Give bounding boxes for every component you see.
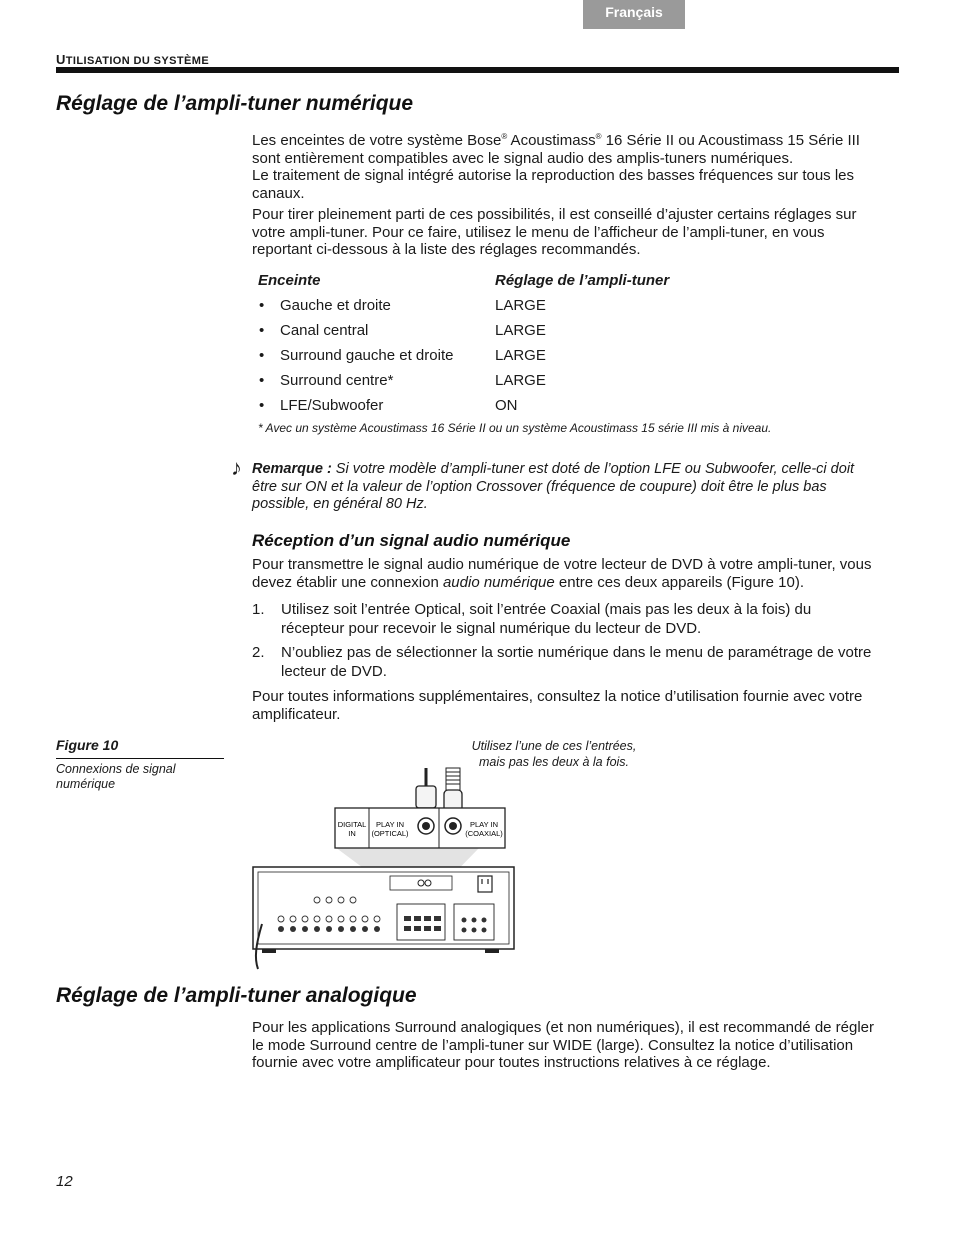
table-footnote: * Avec un système Acoustimass 16 Série II ou un système Acoustimass 15 série III mis à niveau. bbox=[258, 421, 772, 435]
reception-paragraph-2 bbox=[252, 688, 902, 723]
step-text: Utilisez soit l’entrée Optical, soit l’entrée Coaxial (mais pas les deux à la fois) du bbox=[281, 601, 812, 618]
bullet: • bbox=[259, 322, 265, 339]
intro-line: canaux. bbox=[252, 184, 305, 202]
intro-line: reportant ci-dessous à la liste des réglages recommandés. bbox=[252, 241, 641, 258]
bullet: • bbox=[259, 347, 265, 364]
receiver-back-panel bbox=[253, 867, 514, 949]
speaker-name: LFE/Subwoofer bbox=[280, 397, 384, 414]
language-tab[interactable]: Français bbox=[583, 0, 685, 29]
setting-value: LARGE bbox=[495, 297, 546, 314]
intro-paragraph-2 bbox=[252, 206, 902, 259]
section-header bbox=[56, 52, 209, 67]
speaker-name: Surround centre* bbox=[280, 372, 394, 389]
note-label: Remarque : bbox=[252, 461, 332, 477]
registered-mark: ® bbox=[501, 132, 508, 141]
optical-label: (OPTICAL) bbox=[371, 829, 409, 838]
coaxial-strain-relief bbox=[446, 768, 460, 790]
intro-line: Pour tirer pleinement parti de ces possibilités, il est conseillé d’ajuster certains réglages sur bbox=[252, 206, 857, 223]
reception-line: amplificateur. bbox=[252, 705, 341, 723]
coaxial-label: (COAXIAL) bbox=[465, 829, 503, 838]
analog-line: fournie avec votre amplificateur pour toutes instructions relatives à ce réglage. bbox=[252, 1054, 771, 1071]
heading-reception: Réception d’un signal audio numérique bbox=[252, 531, 571, 550]
setting-value: ON bbox=[495, 397, 518, 414]
optical-plug bbox=[416, 786, 436, 808]
coaxial-jack-center bbox=[449, 822, 457, 830]
bullet: • bbox=[259, 372, 265, 389]
digital-in-label: DIGITAL bbox=[337, 820, 367, 829]
step-number: 2. bbox=[252, 644, 265, 661]
note-text: possible, en général 80 Hz. bbox=[252, 496, 428, 512]
figure-title: Figure 10 bbox=[56, 737, 119, 753]
heading-analog-receiver: Réglage de l’ampli-tuner analogique bbox=[56, 984, 417, 1007]
callout-line: Utilisez l’une de ces l’entrées, bbox=[471, 739, 637, 753]
heading-digital-receiver: Réglage de l’ampli-tuner numérique bbox=[56, 92, 414, 115]
intro-text: Les enceintes de votre système Bose bbox=[252, 132, 502, 149]
reception-text: entre ces deux appareils (Figure 10). bbox=[554, 573, 805, 591]
column-header-speaker: Enceinte bbox=[258, 272, 321, 289]
figure-rule bbox=[56, 758, 224, 759]
speaker-name: Canal central bbox=[280, 322, 369, 339]
registered-mark: ® bbox=[595, 132, 602, 141]
speaker-name: Gauche et droite bbox=[280, 297, 391, 314]
section-header-initial: U bbox=[56, 52, 66, 67]
reception-line: Pour toutes informations supplémentaires, consultez la notice d’utilisation fournie avec votre bbox=[252, 688, 863, 705]
optical-jack-center bbox=[422, 822, 430, 830]
figure-caption bbox=[56, 762, 226, 792]
analog-line: Pour les applications Surround analogiques (et non numériques), il est recommandé de régler bbox=[252, 1019, 875, 1036]
column-header-setting: Réglage de l’ampli-tuner bbox=[495, 272, 670, 289]
intro-line: sont entièrement compatibles avec le signal audio des amplis-tuners numériques. bbox=[252, 149, 794, 167]
section-header-rest: TILISATION DU SYSTÈME bbox=[65, 55, 210, 67]
analog-paragraph bbox=[252, 1019, 902, 1072]
reception-line: Pour transmettre le signal audio numérique de votre lecteur de DVD à votre ampli-tuner, vous bbox=[252, 556, 872, 573]
note-text: être sur ON et la valeur de l’option Crossover (fréquence de coupure) doit être le plus bas bbox=[252, 478, 827, 495]
step-text: N’oubliez pas de sélectionner la sortie numérique dans le menu de paramétrage de votre bbox=[281, 644, 872, 661]
step-number: 1. bbox=[252, 601, 265, 618]
intro-paragraph-1 bbox=[252, 128, 902, 202]
reception-emphasis: audio numérique bbox=[442, 573, 555, 591]
note-text: Si votre modèle d’ampli-tuner est doté de l’option LFE ou Subwoofer, celle-ci doit bbox=[331, 461, 855, 477]
intro-line: Le traitement de signal intégré autorise la reproduction des basses fréquences sur tous les bbox=[252, 167, 855, 184]
callout-line: mais pas les deux à la fois. bbox=[478, 755, 630, 769]
receiver-foot bbox=[262, 949, 276, 953]
music-note-icon: ♪ bbox=[231, 455, 242, 480]
intro-line: votre ampli-tuner. Pour ce faire, utilisez le menu de l’afficheur de l’ampli-tuner, en vous bbox=[252, 223, 825, 241]
setting-value: LARGE bbox=[495, 322, 546, 339]
rca-jacks-bottom-row bbox=[278, 926, 380, 932]
setting-value: LARGE bbox=[495, 347, 546, 364]
reception-text: devez établir une connexion bbox=[252, 573, 443, 591]
receiver-connection-diagram bbox=[240, 748, 530, 970]
bullet: • bbox=[259, 397, 265, 414]
step-text: lecteur de DVD. bbox=[281, 663, 387, 680]
setting-value: LARGE bbox=[495, 372, 546, 389]
step-text: récepteur pour recevoir le signal numérique du lecteur de DVD. bbox=[281, 620, 702, 637]
speaker-name: Surround gauche et droite bbox=[280, 347, 454, 364]
digital-in-label: IN bbox=[348, 829, 356, 838]
page-number: 12 bbox=[56, 1173, 73, 1190]
coaxial-label: PLAY IN bbox=[469, 820, 499, 829]
caption-line: numérique bbox=[56, 777, 116, 791]
caption-line: Connexions de signal bbox=[56, 762, 176, 776]
note-block bbox=[252, 461, 902, 514]
optical-label: PLAY IN bbox=[375, 820, 405, 829]
analog-line: le mode Surround centre de l’ampli-tuner sur WIDE (large). Consultez la notice d’utilisation bbox=[252, 1036, 854, 1054]
header-rule bbox=[56, 67, 899, 73]
intro-text: Acoustimass bbox=[507, 132, 596, 149]
bullet: • bbox=[259, 297, 265, 314]
reception-paragraph-1 bbox=[252, 556, 902, 591]
receiver-foot bbox=[485, 949, 499, 953]
intro-text: 16 Série II ou Acoustimass 15 Série III bbox=[601, 132, 860, 149]
